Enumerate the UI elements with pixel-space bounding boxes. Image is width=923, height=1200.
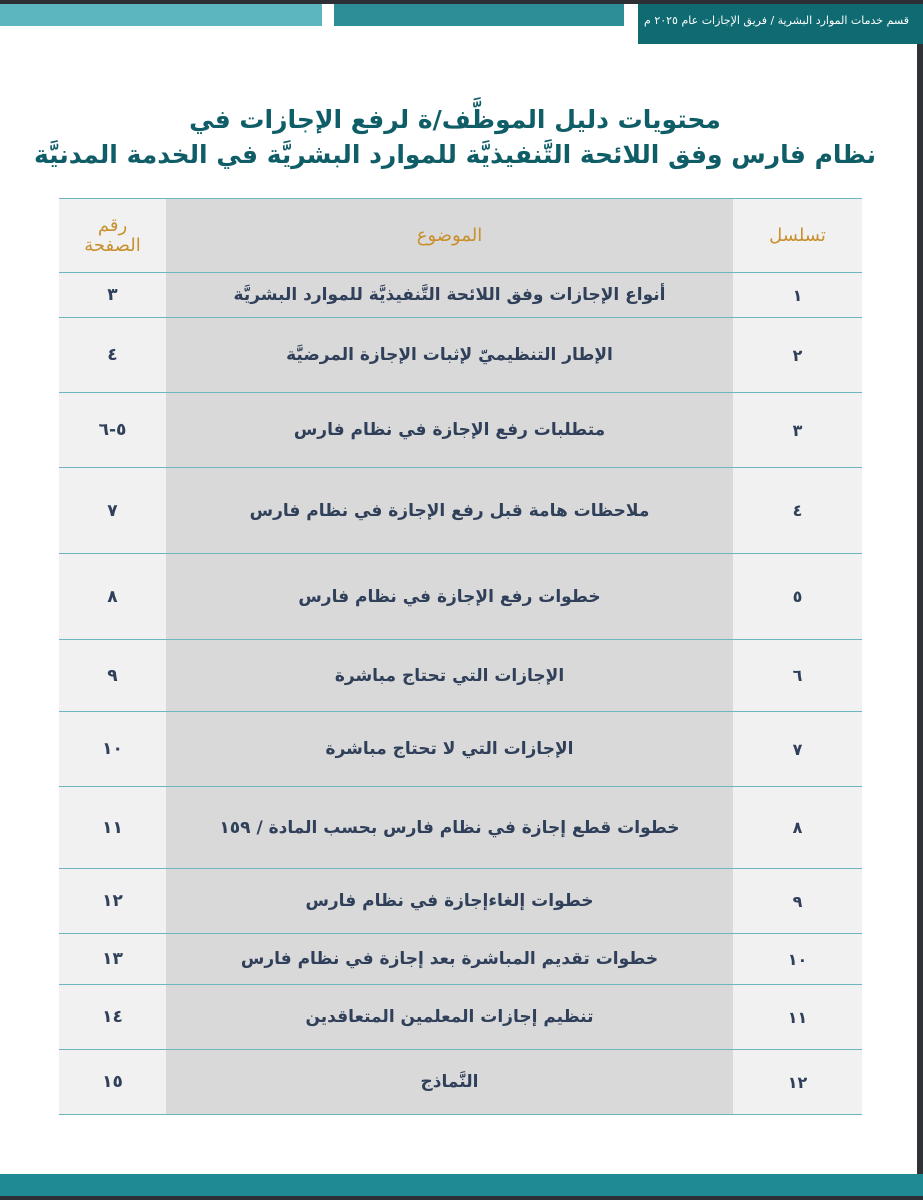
row-seq-cell: ٨ xyxy=(733,787,862,869)
row-seq-cell: ٢ xyxy=(733,318,862,393)
row-seq-cell: ١ xyxy=(733,273,862,318)
row-topic-cell: ملاحظات هامة قبل رفع الإجازة في نظام فارس xyxy=(166,468,733,554)
header-caption: قسم خدمات الموارد البشرية / فريق الإجازات عام ٢٠٢٥ م xyxy=(638,4,923,44)
right-edge-strip xyxy=(917,44,923,1174)
table-body xyxy=(59,273,862,1115)
row-topic-cell: الإجازات التي لا تحتاج مباشرة xyxy=(166,712,733,787)
header-seq: تسلسل xyxy=(733,199,862,273)
row-page-cell: ٨ xyxy=(59,554,166,640)
row-page-cell: ١١ xyxy=(59,787,166,869)
row-page-cell: ٩ xyxy=(59,640,166,712)
header-page xyxy=(59,199,166,273)
header-bar-light xyxy=(0,4,322,26)
row-topic-cell: خطوات تقديم المباشرة بعد إجازة في نظام فارس xyxy=(166,934,733,985)
table-row xyxy=(59,554,862,640)
row-topic-cell: خطوات إلغاءإجازة في نظام فارس xyxy=(166,869,733,934)
table-row xyxy=(59,869,862,934)
header-page-line-2: الصفحة xyxy=(84,234,141,256)
table-row xyxy=(59,468,862,554)
row-topic-cell: تنظيم إجازات المعلمين المتعاقدين xyxy=(166,985,733,1050)
row-page-cell: ٤ xyxy=(59,318,166,393)
row-seq-cell: ٣ xyxy=(733,393,862,468)
row-seq-cell: ٤ xyxy=(733,468,862,554)
page-title-line-1: محتويات دليل الموظَّف/ة لرفع الإجازات في xyxy=(189,105,721,134)
table-row xyxy=(59,712,862,787)
row-page-cell: ١٠ xyxy=(59,712,166,787)
row-topic-cell: أنواع الإجازات وفق اللائحة التَّنفيذيَّة للموارد البشريَّة xyxy=(166,273,733,318)
page-title-line-2: نظام فارس وفق اللائحة التَّنفيذيَّة للموارد البشريَّة في الخدمة المدنيَّة xyxy=(33,140,877,169)
table-row xyxy=(59,393,862,468)
table-row xyxy=(59,640,862,712)
header-topic: الموضوع xyxy=(166,199,733,273)
table-row xyxy=(59,318,862,393)
row-seq-cell: ٦ xyxy=(733,640,862,712)
row-page-cell: ٧ xyxy=(59,468,166,554)
row-topic-cell: خطوات قطع إجازة في نظام فارس بحسب المادة / ١٥٩ xyxy=(166,787,733,869)
bottom-edge-strip xyxy=(0,1196,923,1200)
row-page-cell: ١٣ xyxy=(59,934,166,985)
header-bar-mid xyxy=(334,4,624,26)
contents-table xyxy=(59,198,862,1115)
row-topic-cell: الإجازات التي تحتاج مباشرة xyxy=(166,640,733,712)
row-seq-cell: ٧ xyxy=(733,712,862,787)
row-topic-cell: خطوات رفع الإجازة في نظام فارس xyxy=(166,554,733,640)
row-seq-cell: ٩ xyxy=(733,869,862,934)
row-page-cell: ١٤ xyxy=(59,985,166,1050)
row-seq-cell: ١٢ xyxy=(733,1050,862,1115)
table-row xyxy=(59,787,862,869)
row-seq-cell: ١١ xyxy=(733,985,862,1050)
table-header-row xyxy=(59,199,862,273)
row-seq-cell: ٥ xyxy=(733,554,862,640)
header-page-line-1: رقم xyxy=(97,214,128,236)
row-seq-cell: ١٠ xyxy=(733,934,862,985)
row-page-cell: ١٥ xyxy=(59,1050,166,1115)
table-row xyxy=(59,985,862,1050)
row-page-cell: ١٢ xyxy=(59,869,166,934)
row-topic-cell: النَّماذج xyxy=(166,1050,733,1115)
row-topic-cell: متطلبات رفع الإجازة في نظام فارس xyxy=(166,393,733,468)
row-topic-cell: الإطار التنظيميّ لإثبات الإجازة المرضيَّة xyxy=(166,318,733,393)
row-page-cell: ٥-٦ xyxy=(59,393,166,468)
table-row xyxy=(59,273,862,318)
table-row xyxy=(59,1050,862,1115)
row-page-cell: ٣ xyxy=(59,273,166,318)
table-row xyxy=(59,934,862,985)
